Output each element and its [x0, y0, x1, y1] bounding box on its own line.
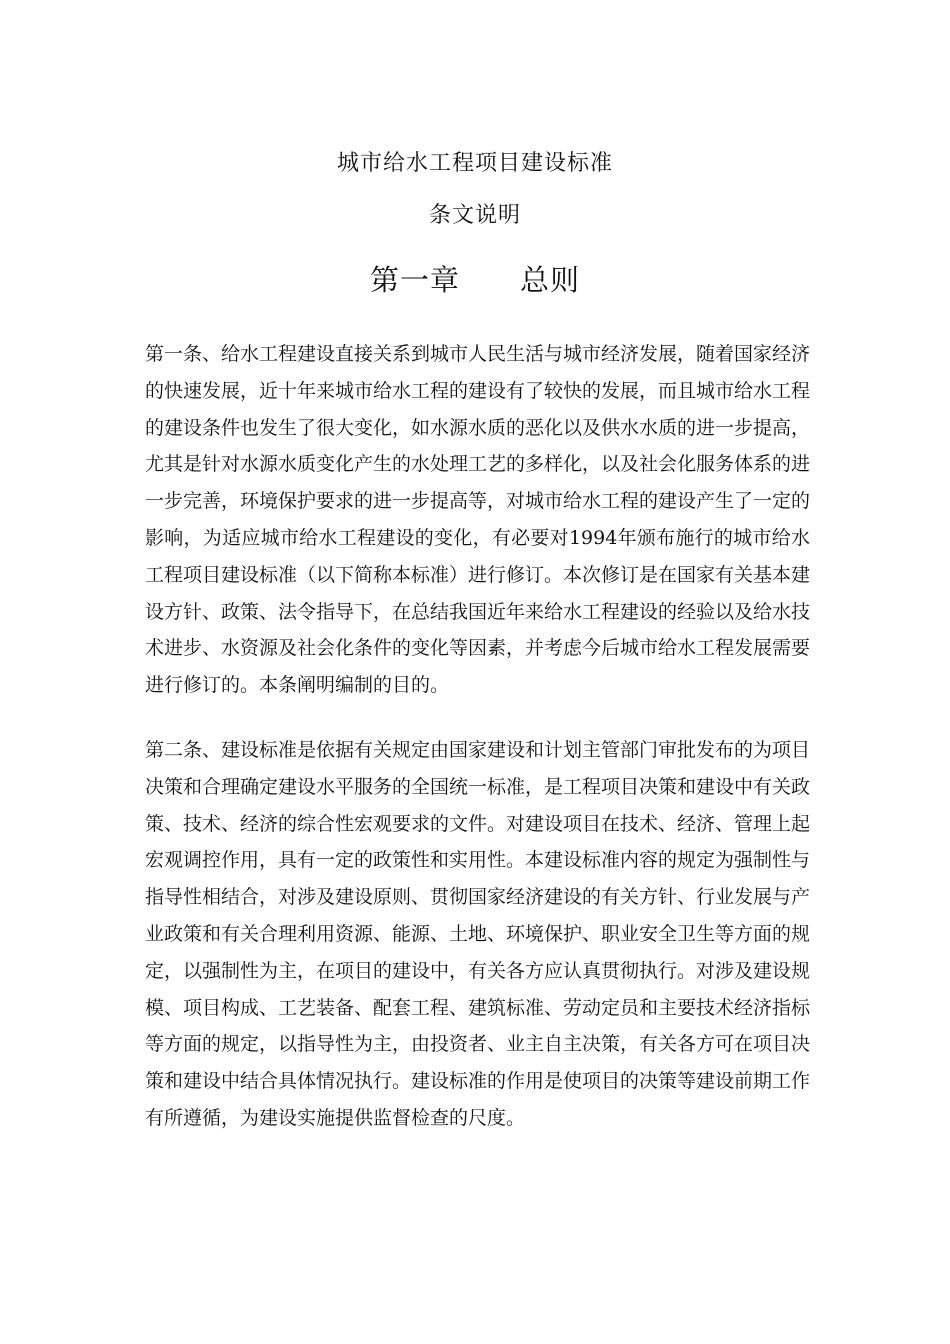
article-2-paragraph: 第二条、建设标准是依据有关规定由国家建设和计划主管部门审批发布的为项目决策和合理确定建设水平服务的全国统一标准，是工程项目决策和建设中有关政策、技术、经济的综合性宏观要求的文件。对建设项目在技术、经济、管理上起宏观调控作用，具有一定的政策性和实用性。本建设标准内容的规定为强制性与指导性相结合，对涉及建设原则、贯彻国家经济建设的有关方针、行业发展与产业政策和有关合理利用资源、能源、土地、环境保护、职业安全卫生等方面的规定，以强制性为主，在项目的建设中，有关各方应认真贯彻执行。对涉及建设规模、项目构成、工艺装备、配套工程、建筑标准、劳动定员和主要技术经济指标等方面的规定，以指导性为主，由投资者、业主自主决策，有关各方可在项目决策和建设中结合具体情况执行。建设标准的作用是使项目的决策等建设前期工作有所遵循，为建设实施提供监督检查的尺度。 — [145, 739, 811, 1129]
chapter-name: 总则 — [520, 263, 581, 297]
chapter-number: 第一章 — [369, 263, 460, 297]
chapter-heading — [0, 258, 950, 299]
document-subtitle: 条文说明 — [428, 203, 521, 228]
document-title: 城市给水工程项目建设标准 — [336, 151, 613, 176]
article-1-paragraph: 第一条、给水工程建设直接关系到城市人民生活与城市经济发展，随着国家经济的快速发展，近十年来城市给水工程的建设有了较快的发展，而且城市给水工程的建设条件也发生了很大变化，如水源水质的恶化以及供水水质的进一步提高，尤其是针对水源水质变化产生的水处理工艺的多样化，以及社会化服务体系的进一步完善，环境保护要求的进一步提高等，对城市给水工程的建设产生了一定的影响，为适应城市给水工程建设的变化，有必要对1994年颁布施行的城市给水工程项目建设标准（以下简称本标准）进行修订。本次修订是在国家有关基本建设方针、政策、法令指导下，在总结我国近年来给水工程建设的经验以及给水技术进步、水资源及社会化条件的变化等因素，并考虑今后城市给水工程发展需要进行修订的。本条阐明编制的目的。 — [145, 343, 811, 697]
